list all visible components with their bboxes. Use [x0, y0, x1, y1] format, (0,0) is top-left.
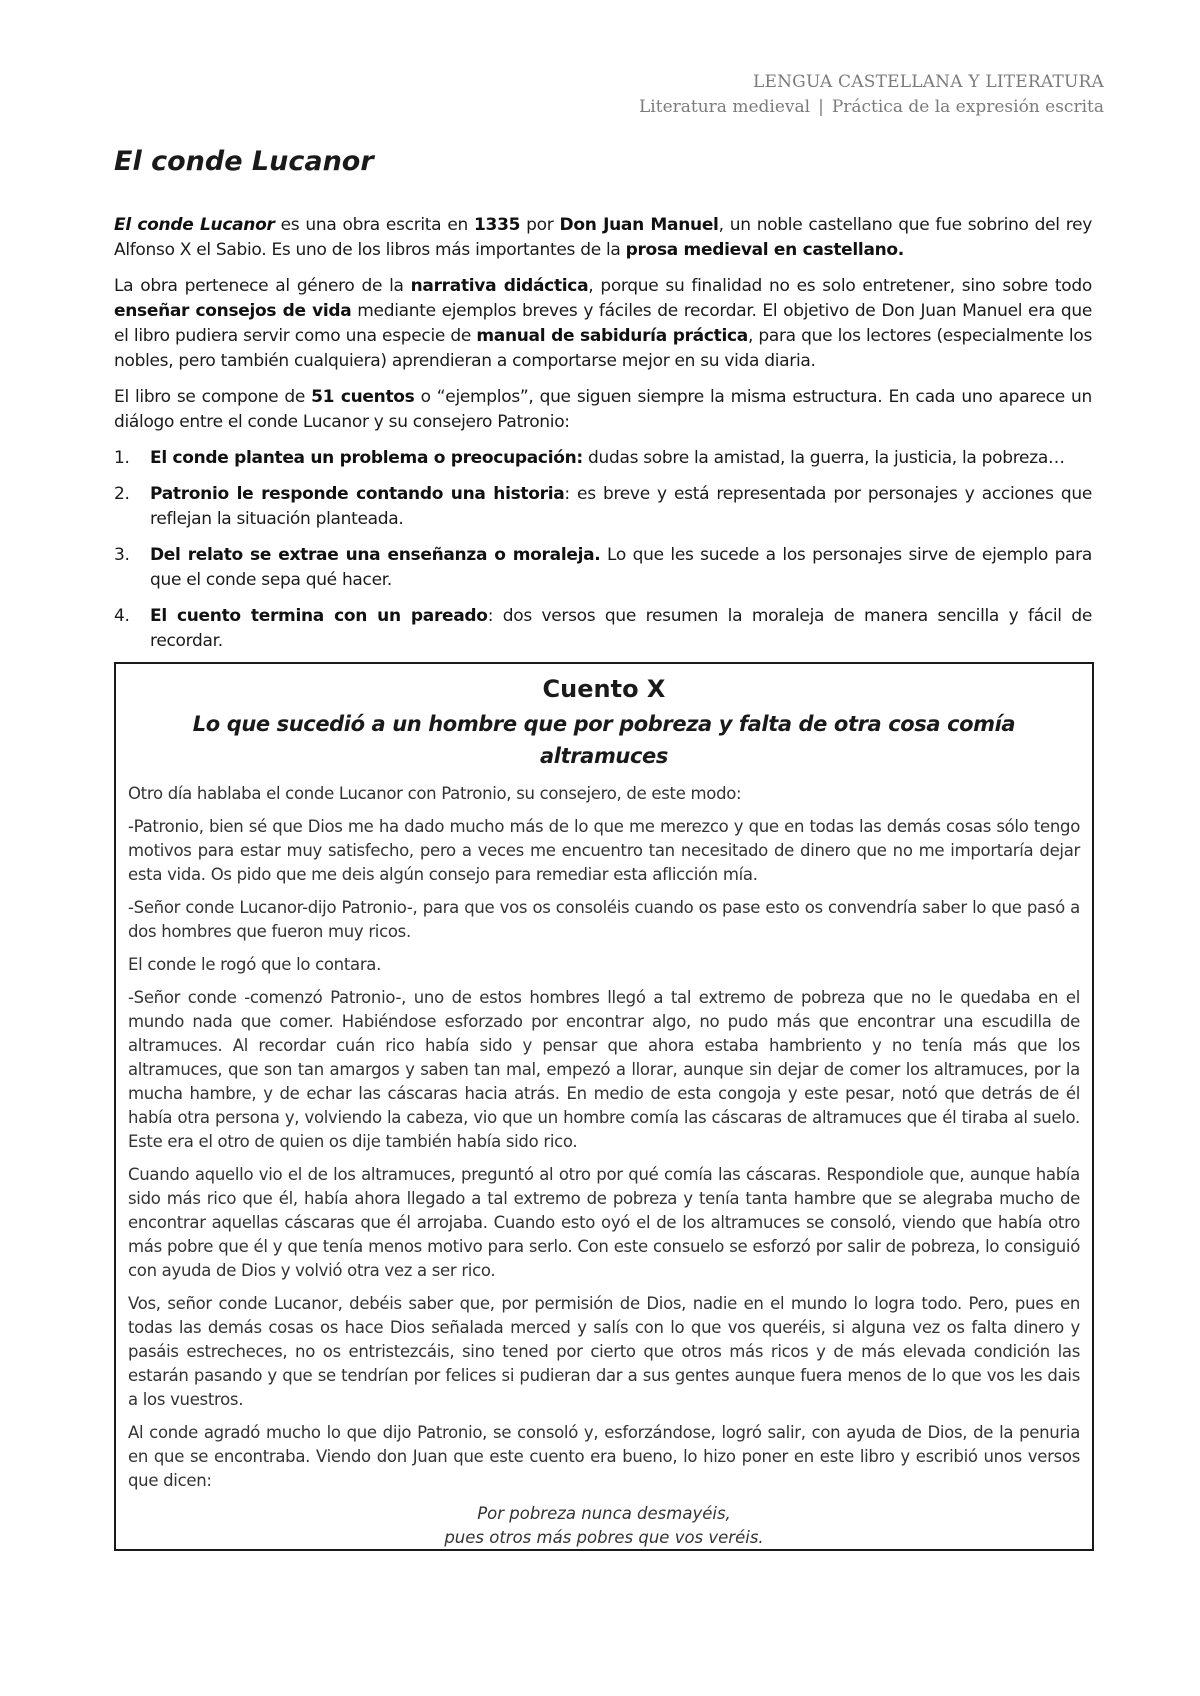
- page-header: [639, 70, 1104, 120]
- page-title: El conde Lucanor: [114, 146, 374, 177]
- text-segment: por: [520, 215, 560, 235]
- story-paragraph: -Señor conde -comenzó Patronio-, uno de estos hombres llegó a tal extremo de pobreza que no le quedaba en el mundo nada que comer. Habiéndose esforzado por encontrar algo, no pudo más que encontrar una escudilla de altramuces. Al recordar cuán rico había sido y pensar que ahora estaba hambriento y no tenía más que los altramuces, que son tan amargos y saben tan mal, empezó a llorar, aunque sin dejar de comer los altramuces, por la mucha hambre, y de echar las cáscaras hacia atrás. En medio de esta congoja y este pesar, notó que detrás de él había otra persona y, volviendo la cabeza, vio que un hombre comía las cáscaras de altramuces que él tiraba al suelo. Este era el otro de quien os dije también había sido rico.: [128, 988, 1080, 1151]
- structure-list: [114, 446, 1092, 654]
- list-item-text: Lo que les sucede a los personajes sirve de ejemplo para que el conde sepa qué hacer.: [150, 545, 1092, 590]
- text-segment: El libro se compone de: [114, 387, 312, 407]
- header-subject: LENGUA CASTELLANA Y LITERATURA: [753, 72, 1104, 92]
- story-paragraph: Cuando aquello vio el de los altramuces, preguntó al otro por qué comía las cáscaras. Respondiole que, aunque había sido más rico que él, había ahora llegado a tal extremo de pobreza y tenía tanta hambre que se alegraba mucho de encontrar aquellas cáscaras que él arrojaba. Cuando esto oyó el de los altramuces se consoló, viendo que había otro más pobre que él y que tenía menos motivo para serlo. Con este consuelo se esforzó por salir de pobreza, lo consiguió con ayuda de Dios y volvió otra vez a ser rico.: [128, 1165, 1080, 1280]
- story-paragraph: El conde le rogó que lo contara.: [128, 955, 382, 974]
- list-number: 2.: [114, 484, 130, 504]
- poem-verse: pues otros más pobres que vos veréis.: [444, 1528, 764, 1547]
- narrative-emphasis: narrativa didáctica: [410, 276, 589, 296]
- intro-paragraph-1: [114, 213, 1092, 263]
- story-title: Cuento X: [542, 675, 666, 703]
- count-emphasis: 51 cuentos: [311, 387, 415, 407]
- year-emphasis: 1335: [474, 215, 521, 235]
- header-section: Práctica de la expresión escrita: [831, 97, 1104, 117]
- list-item-text: : es breve y está representada por personajes y acciones que reflejan la situación planteada.: [150, 484, 1092, 529]
- text-segment: mediante ejemplos breves y fáciles de recordar. El objetivo de Don Juan Manuel era que el libro pudiera servir como una especie de: [114, 301, 1092, 346]
- moral-poem: [128, 1502, 1080, 1550]
- list-item: [114, 543, 1092, 593]
- story-subtitle: Lo que sucedió a un hombre que por pobreza y falta de otra cosa comía altramuces: [192, 712, 1016, 768]
- list-number: 4.: [114, 606, 130, 626]
- header-breadcrumb: [639, 95, 1104, 120]
- list-item: [114, 482, 1092, 532]
- intro-paragraph-3: [114, 385, 1092, 435]
- main-content: [114, 146, 1092, 665]
- poem-verse: Por pobreza nunca desmayéis,: [477, 1504, 731, 1523]
- header-separator: |: [818, 97, 824, 117]
- text-segment: , porque su finalidad no es solo entretener, sino sobre todo: [588, 276, 1092, 296]
- story-paragraph: -Señor conde Lucanor-dijo Patronio-, para que vos os consoléis cuando os pase esto os convendría saber lo que pasó a dos hombres que fueron muy ricos.: [128, 898, 1080, 941]
- text-segment: es una obra escrita en: [274, 215, 475, 235]
- list-item-bold: El cuento termina con un pareado: [150, 606, 488, 626]
- intro-paragraph-2: [114, 274, 1092, 374]
- text-segment: , un noble castellano que fue sobrino del rey Alfonso X el Sabio. Es uno de los libros más importantes de la: [114, 215, 1093, 260]
- list-item-text: dudas sobre la amistad, la guerra, la justicia, la pobreza…: [582, 448, 1065, 468]
- story-paragraph: Vos, señor conde Lucanor, debéis saber que, por permisión de Dios, nadie en el mundo lo logra todo. Pero, pues en todas las demás cosas os hace Dios señalada merced y salís con lo que vos queréis, si alguna vez os falta dinero y pasáis estrecheces, no os entristezcáis, sino tened por cierto que otros más ricos y de más elevada condición las estarán pasando y que se tendrían por felices si pudieran dar a sus gentes aunque fuera menos de lo que vos les dais a los vuestros.: [128, 1294, 1080, 1409]
- story-box: [114, 662, 1094, 1551]
- list-item-bold: Del relato se extrae una enseñanza o moraleja.: [150, 545, 601, 565]
- list-number: 1.: [114, 448, 130, 468]
- text-segment: La obra pertenece al género de la: [114, 276, 411, 296]
- manual-emphasis: manual de sabiduría práctica: [476, 326, 748, 346]
- story-paragraph: Al conde agradó mucho lo que dijo Patronio, se consoló y, esforzándose, logró salir, con ayuda de Dios, de la penuria en que se encontraba. Viendo don Juan que este cuento era bueno, lo hizo poner en este libro y escribió unos versos que dicen:: [128, 1423, 1080, 1490]
- list-item-bold: Patronio le responde contando una historia: [150, 484, 565, 504]
- genre-emphasis: prosa medieval en castellano.: [625, 240, 904, 260]
- author-emphasis: Don Juan Manuel: [559, 215, 719, 235]
- text-segment: o “ejemplos”, que siguen siempre la misma estructura. En cada uno aparece un diálogo entre el conde Lucanor y su consejero Patronio:: [114, 387, 1093, 432]
- text-segment: , para que los lectores (especialmente los nobles, pero también cualquiera) aprendieran a comportarse mejor en su vida diaria.: [114, 326, 1092, 371]
- list-item-bold: El conde plantea un problema o preocupación:: [150, 448, 583, 468]
- header-topic: Literatura medieval: [639, 97, 811, 117]
- list-item-text: : dos versos que resumen la moraleja de manera sencilla y fácil de recordar.: [150, 606, 1092, 651]
- work-title-emphasis: El conde Lucanor: [114, 215, 275, 235]
- story-paragraph: Otro día hablaba el conde Lucanor con Patronio, su consejero, de este modo:: [128, 784, 742, 803]
- list-number: 3.: [114, 545, 130, 565]
- list-item: [114, 604, 1092, 654]
- advice-emphasis: enseñar consejos de vida: [114, 301, 352, 321]
- story-paragraph: -Patronio, bien sé que Dios me ha dado mucho más de lo que me merezco y que en todas las demás cosas sólo tengo motivos para estar muy satisfecho, pero a veces me encuentro tan necesitado de dinero que no me importaría dejar esta vida. Os pido que me deis algún consejo para remediar esta aflicción mía.: [128, 817, 1080, 884]
- list-item: [114, 446, 1092, 471]
